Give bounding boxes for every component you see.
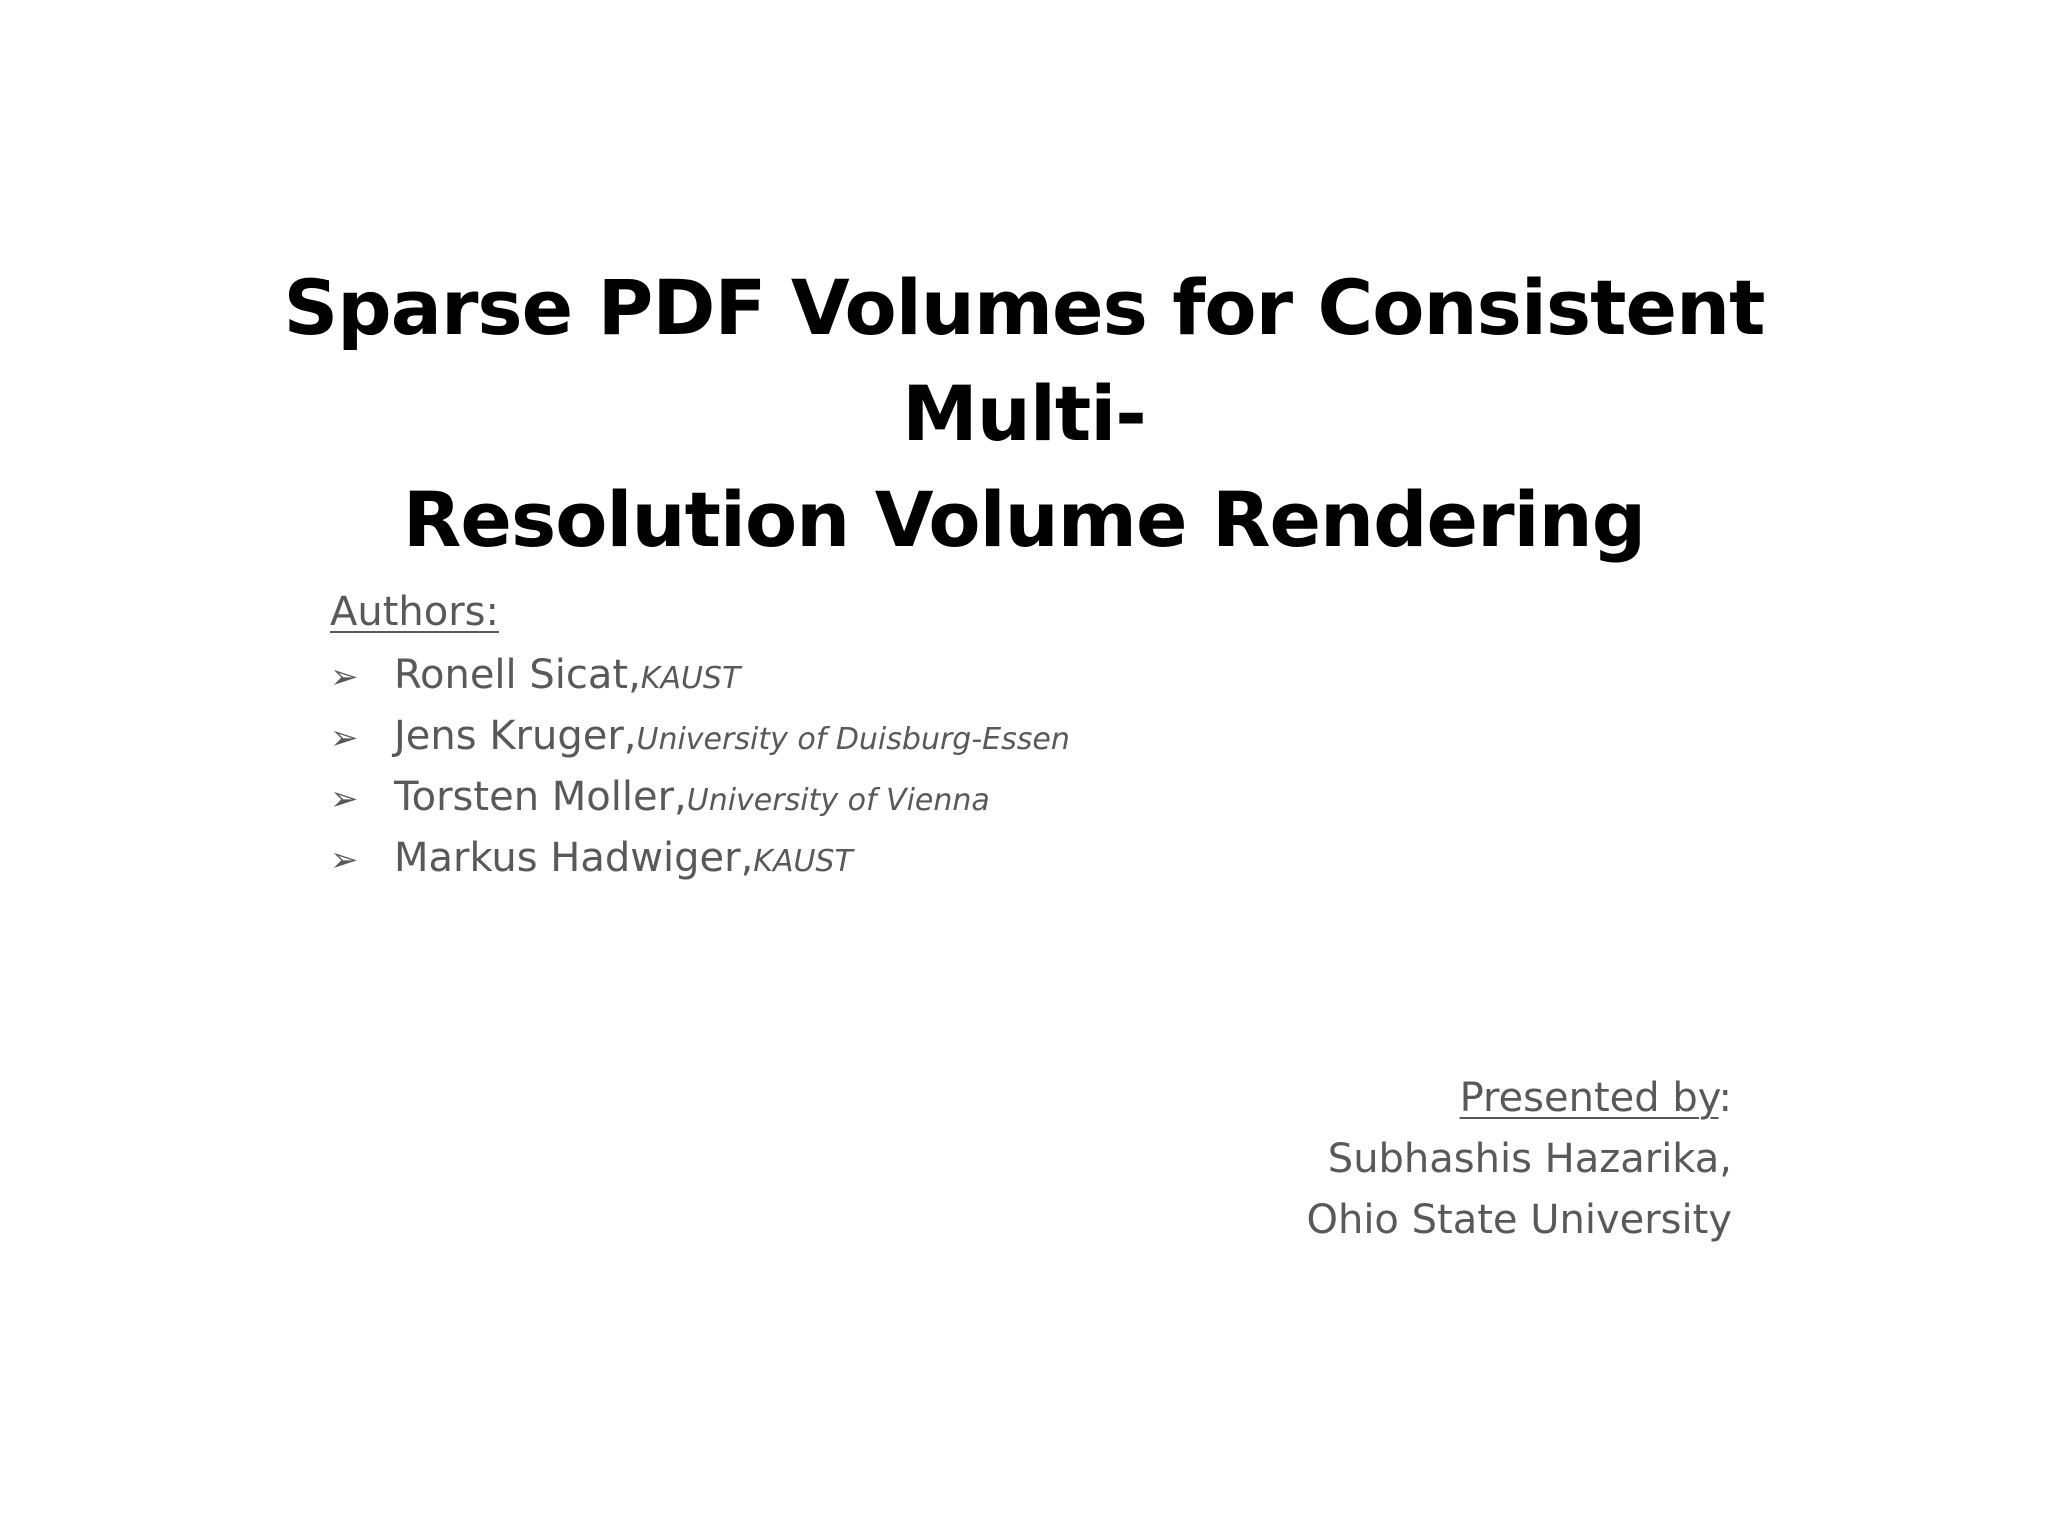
author-item bbox=[330, 828, 1070, 889]
author-item bbox=[330, 706, 1070, 767]
author-list bbox=[330, 645, 1070, 889]
presenter-section bbox=[1306, 1068, 1732, 1251]
arrow-bullet-icon: ➢ bbox=[330, 779, 359, 819]
slide-title-line-1: Sparse PDF Volumes for Consistent Multi- bbox=[283, 263, 1765, 458]
author-affiliation: KAUST bbox=[640, 661, 741, 696]
arrow-bullet-icon: ➢ bbox=[330, 657, 359, 697]
arrow-bullet-icon: ➢ bbox=[330, 840, 359, 880]
author-affiliation: University of Vienna bbox=[686, 783, 990, 818]
slide-title-line-2: Resolution Volume Rendering bbox=[402, 475, 1646, 564]
authors-heading: Authors: bbox=[330, 589, 499, 635]
slide-title bbox=[150, 255, 1898, 573]
presenter-heading bbox=[1306, 1068, 1732, 1129]
author-item bbox=[330, 645, 1070, 706]
authors-section bbox=[330, 585, 1070, 889]
author-affiliation: KAUST bbox=[753, 844, 853, 879]
author-name: Torsten Moller, bbox=[394, 774, 687, 820]
author-name: Jens Kruger, bbox=[394, 713, 637, 759]
presenter-affiliation: Ohio State University bbox=[1306, 1197, 1732, 1243]
author-item bbox=[330, 767, 1070, 828]
arrow-bullet-icon: ➢ bbox=[330, 718, 359, 758]
author-affiliation: University of Duisburg-Essen bbox=[636, 722, 1070, 757]
presenter-heading-label: Presented by bbox=[1459, 1075, 1719, 1121]
presenter-name: Subhashis Hazarika, bbox=[1327, 1136, 1732, 1182]
author-name: Markus Hadwiger, bbox=[394, 835, 754, 881]
author-name: Ronell Sicat, bbox=[394, 652, 641, 698]
presenter-heading-colon: : bbox=[1718, 1075, 1732, 1121]
